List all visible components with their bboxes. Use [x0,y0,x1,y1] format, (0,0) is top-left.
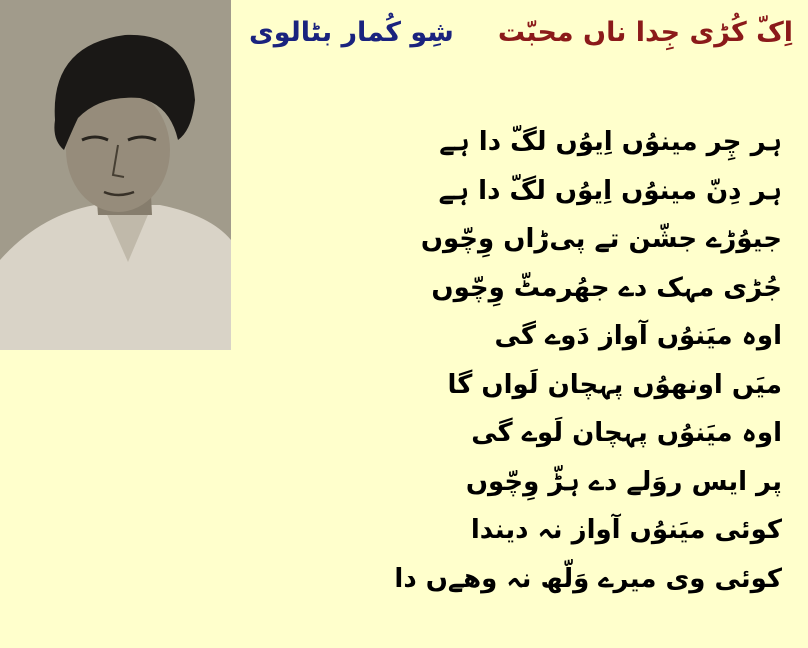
poet-name: شِو کُمار بٹالوی [248,16,454,48]
poem-body [262,118,782,603]
poem-line: جیوُڑے جشّن تے پی‌ڑاں وِچّوں [420,224,782,254]
poem-line: میَں اونھوُں پہچان لَواں گا [447,369,782,400]
poem-line: ہر دِنّ مینوُں اِیوُں لگّ دا ہے [438,175,782,206]
poem-line: ہر چِر مینوُں اِیوُں لگّ دا ہے [439,127,782,157]
poem-line: جُڑی مہک دے جھُرمٹّ وِچّوں [431,272,782,303]
poem-line: کوئی وی میرے وَلّھ نہ وھےں دا [394,563,782,594]
poem-line: اوہ میَنوُں پہچان لَوے گی [471,418,782,448]
poem-title: اِکّ کُڑی جِدا ناں محبّت [497,16,793,48]
poet-portrait-photo [0,0,231,350]
portrait-illustration [0,0,231,350]
page-header [238,10,793,54]
poem-line: اوہ میَنوُں آواز دَوے گی [494,321,782,351]
poem-line: کوئی میَنوُں آواز نہ دیندا [470,515,782,545]
poem-line: پر ایس روَلے دے ہڑّ وِچّوں [465,466,782,497]
